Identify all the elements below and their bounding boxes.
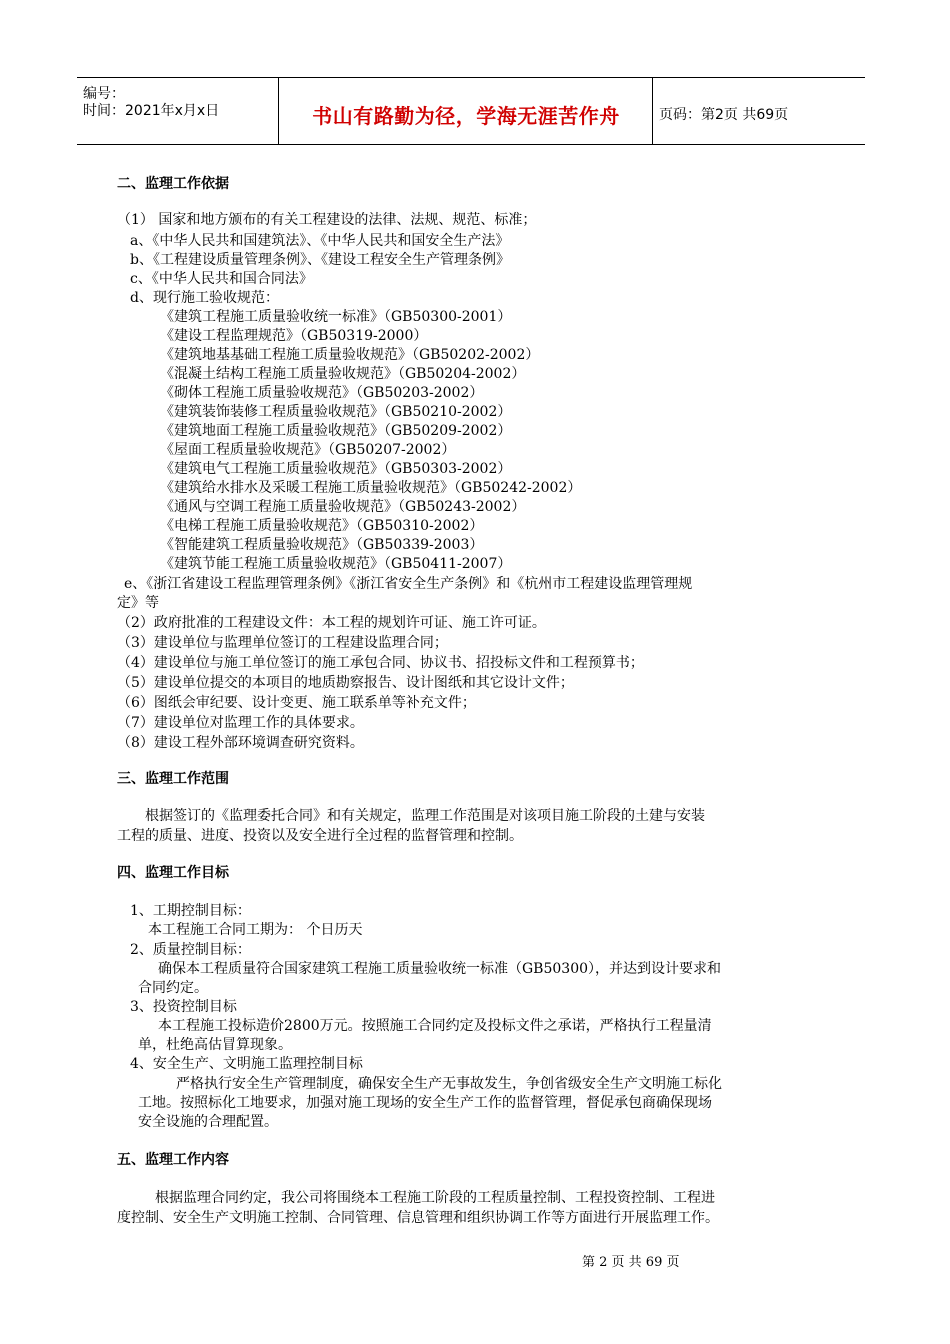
body-line: 3、投资控制目标: [130, 999, 237, 1015]
standard-item: 《建筑节能工程施工质量验收规范》（GB50411-2007）: [160, 556, 512, 572]
body-line: （4）建设单位与施工单位签订的施工承包合同、协议书、招投标文件和工程预算书；: [117, 655, 644, 671]
body-line: （5）建设单位提交的本项目的地质勘察报告、设计图纸和其它设计文件；: [117, 675, 574, 691]
standard-item: 《砌体工程施工质量验收规范》（GB50203-2002）: [160, 385, 484, 401]
body-line: 本工程施工投标造价2800万元。按照施工合同约定及投标文件之承诺，严格执行工程量清: [158, 1018, 712, 1034]
page-number-label: 页码：第2页 共69页: [659, 107, 789, 123]
body-line: 度控制、安全生产文明施工控制、合同管理、信息管理和组织协调工作等方面进行开展监理工作。: [117, 1210, 719, 1226]
body-line: （8）建设工程外部环境调查研究资料。: [117, 735, 364, 751]
body-line: 工地。按照标化工地要求，加强对施工现场的安全生产工作的监督管理，督促承包商确保现场: [138, 1095, 712, 1111]
code-label: 编号：: [83, 86, 125, 102]
body-line: c、《中华人民共和国合同法》: [130, 271, 313, 287]
body-line: 单，杜绝高估冒算现象。: [138, 1037, 292, 1053]
body-line: 本工程施工合同工期为： 个日历天: [148, 922, 363, 938]
standard-item: 《电梯工程施工质量验收规范》（GB50310-2002）: [160, 518, 484, 534]
section-title: 三、监理工作范围: [117, 771, 229, 787]
body-line: （2）政府批准的工程建设文件：本工程的规划许可证、施工许可证。: [117, 615, 546, 631]
standard-item: 《建筑地面工程施工质量验收规范》（GB50209-2002）: [160, 423, 512, 439]
body-line: （7）建设单位对监理工作的具体要求。: [117, 715, 364, 731]
page-footer: 第 2 页 共 69 页: [582, 1255, 680, 1270]
body-line: （6）图纸会审纪要、设计变更、施工联系单等补充文件；: [117, 695, 476, 711]
body-line: 确保本工程质量符合国家建筑工程施工质量验收统一标准（GB50300），并达到设计要求和: [158, 961, 722, 977]
body-line: 根据签订的《监理委托合同》和有关规定，监理工作范围是对该项目施工阶段的土建与安装: [145, 808, 705, 824]
body-line: 合同约定。: [138, 980, 208, 996]
body-line: 1、工期控制目标：: [130, 903, 251, 919]
body-line: （1） 国家和地方颁布的有关工程建设的法律、法规、规范、标准；: [117, 212, 537, 228]
body-line: 2、质量控制目标：: [130, 942, 251, 958]
standard-item: 《建筑装饰装修工程质量验收规范》（GB50210-2002）: [160, 404, 512, 420]
body-line: 定》等: [117, 595, 159, 611]
standard-item: 《建筑工程施工质量验收统一标准》（GB50300-2001）: [160, 309, 512, 325]
body-line: d、现行施工验收规范：: [130, 290, 279, 306]
page-header-table: [77, 77, 865, 145]
standard-item: 《建设工程监理规范》（GB50319-2000）: [160, 328, 428, 344]
body-line: （3）建设单位与监理单位签订的工程建设监理合同；: [117, 635, 448, 651]
body-line: e、《浙江省建设工程监理管理条例》《浙江省安全生产条例》和《杭州市工程建设监理管理规: [124, 576, 693, 592]
body-line: a、《中华人民共和国建筑法》、《中华人民共和国安全生产法》: [130, 233, 510, 249]
standard-item: 《建筑给水排水及采暖工程施工质量验收规范》（GB50242-2002）: [160, 480, 582, 496]
body-line: b、《工程建设质量管理条例》、《建设工程安全生产管理条例》: [130, 252, 510, 268]
section-title: 四、监理工作目标: [117, 865, 229, 881]
standard-item: 《智能建筑工程质量验收规范》（GB50339-2003）: [160, 537, 484, 553]
standard-item: 《建筑电气工程施工质量验收规范》（GB50303-2002）: [160, 461, 512, 477]
standard-item: 《通风与空调工程施工质量验收规范》（GB50243-2002）: [160, 499, 526, 515]
body-line: 安全设施的合理配置。: [138, 1114, 278, 1130]
section-title: 二、监理工作依据: [117, 176, 229, 192]
body-line: 工程的质量、进度、投资以及安全进行全过程的监督管理和控制。: [117, 828, 523, 844]
date-label: 时间：2021年x月x日: [83, 103, 220, 119]
section-title: 五、监理工作内容: [117, 1152, 229, 1168]
header-motto-cell: [279, 78, 653, 144]
standard-item: 《屋面工程质量验收规范》（GB50207-2002）: [160, 442, 456, 458]
body-line: 根据监理合同约定，我公司将围绕本工程施工阶段的工程质量控制、工程投资控制、工程进: [155, 1190, 715, 1206]
standard-item: 《混凝土结构工程施工质量验收规范》（GB50204-2002）: [160, 366, 526, 382]
standard-item: 《建筑地基基础工程施工质量验收规范》（GB50202-2002）: [160, 347, 540, 363]
body-line: 严格执行安全生产管理制度，确保安全生产无事故发生，争创省级安全生产文明施工标化: [176, 1076, 722, 1092]
body-line: 4、安全生产、文明施工监理控制目标: [130, 1056, 363, 1072]
motto-text: 书山有路勤为径，学海无涯苦作舟: [312, 104, 620, 128]
header-info-cell: [77, 78, 279, 144]
header-page-cell: [653, 78, 865, 144]
